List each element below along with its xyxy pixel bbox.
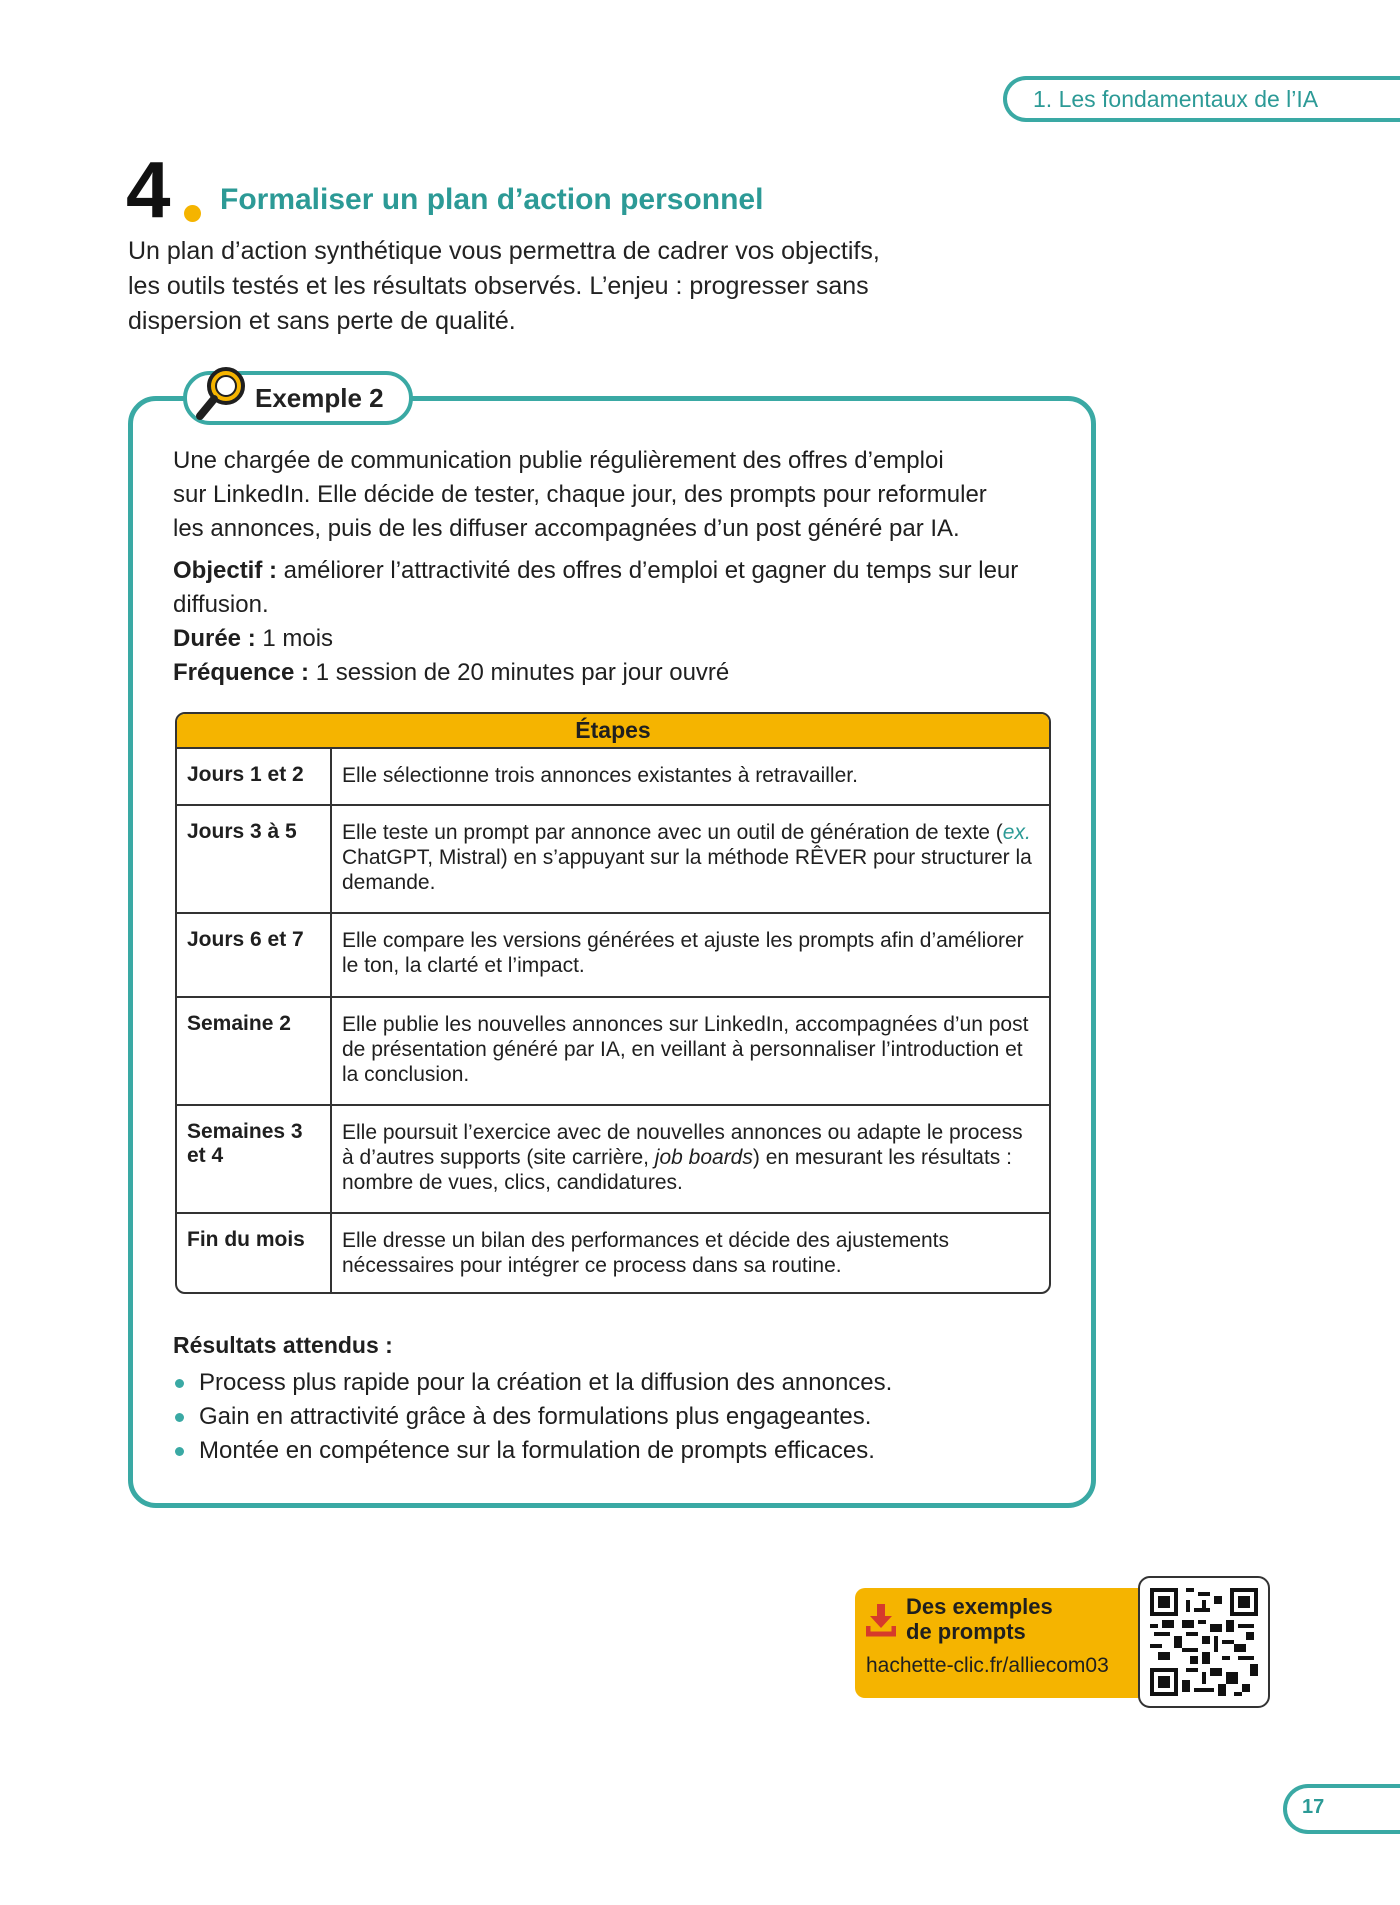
table-row xyxy=(177,749,1049,806)
objectif-label: Objectif : xyxy=(173,557,278,584)
section-intro xyxy=(128,234,1008,339)
duree-field xyxy=(173,622,1063,656)
row-text: Elle dresse un bilan des performances et décide des ajustements nécessaires pour intégrer ce process dans sa routine. xyxy=(342,1229,950,1277)
row-period: Jours 6 et 7 xyxy=(177,914,332,996)
row-text-part: Elle poursuit l’exercice avec de nouvelles annonces ou adapte le process à d’autres supports (site carrière, xyxy=(342,1121,1023,1169)
example-description xyxy=(173,444,1063,546)
list-item: Process plus rapide pour la création et la diffusion des annonces. xyxy=(173,1366,1053,1400)
description-line: sur LinkedIn. Elle décide de tester, chaque jour, des prompts pour reformuler xyxy=(173,481,987,508)
row-period: Semaine 2 xyxy=(177,998,332,1104)
download-icon xyxy=(866,1604,896,1638)
table-row xyxy=(177,1106,1049,1214)
objectif-value: améliorer l’attractivité des offres d’emploi et gagner du temps sur leur diffusion. xyxy=(173,557,1019,618)
section-number-dot xyxy=(184,205,201,222)
row-text: Elle compare les versions générées et ajuste les prompts afin d’améliorer le ton, la clarté et l’impact. xyxy=(342,929,1024,977)
description-line: les annonces, puis de les diffuser accompagnées d’un post généré par IA. xyxy=(173,515,960,542)
example-label: Exemple 2 xyxy=(255,383,384,413)
results-list xyxy=(173,1366,1053,1468)
row-period: Fin du mois xyxy=(177,1214,332,1294)
table-row xyxy=(177,1214,1049,1294)
row-text: Elle publie les nouvelles annonces sur LinkedIn, accompagnées d’un post de présentation généré par IA, en veillant à personnaliser l’introduction et la conclusion. xyxy=(342,1013,1029,1086)
row-text-italic: job boards xyxy=(654,1146,753,1169)
table-row xyxy=(177,998,1049,1106)
section-number: 4 xyxy=(126,145,168,234)
row-period: Jours 3 à 5 xyxy=(177,806,332,912)
duree-label: Durée : xyxy=(173,625,256,652)
row-text xyxy=(332,1106,1049,1212)
row-period: Semaines 3 et 4 xyxy=(177,1106,332,1212)
table-row xyxy=(177,914,1049,998)
intro-line: Un plan d’action synthétique vous permettra de cadrer vos objectifs, xyxy=(128,237,880,265)
row-text: Elle sélectionne trois annonces existantes à retravailler. xyxy=(342,764,858,787)
duree-value: 1 mois xyxy=(255,625,334,652)
page-number: 17 xyxy=(1302,1796,1325,1818)
row-text-example-marker: ex. xyxy=(1002,821,1031,844)
banner-url-link[interactable]: hachette-clic.fr/alliecom03 xyxy=(866,1654,1109,1677)
row-text xyxy=(332,806,1049,912)
qr-code-icon[interactable] xyxy=(1150,1588,1258,1696)
chapter-title: 1. Les fondamentaux de l’IA xyxy=(1033,86,1319,112)
magnifier-icon xyxy=(194,364,250,424)
description-line: Une chargée de communication publie régulièrement des offres d’emploi xyxy=(173,447,944,474)
row-text-part: ) en mesurant les résultats : nombre de vues, clics, candidatures. xyxy=(342,1146,1012,1194)
row-period: Jours 1 et 2 xyxy=(177,749,332,804)
intro-line: dispersion et sans perte de qualité. xyxy=(128,307,516,335)
banner-title xyxy=(906,1594,1136,1644)
frequence-value: 1 session de 20 minutes par jour ouvré xyxy=(309,659,730,686)
row-text-part: Elle teste un prompt par annonce avec un outil de génération de texte ( xyxy=(342,821,1003,844)
list-item: Montée en compétence sur la formulation de prompts efficaces. xyxy=(173,1434,1053,1468)
results-title: Résultats attendus : xyxy=(173,1332,393,1358)
row-text-part: ChatGPT, Mistral) en s’appuyant sur la méthode RÊVER pour structurer la demande. xyxy=(342,846,1032,894)
section-title: Formaliser un plan d’action personnel xyxy=(220,183,764,216)
chapter-tab xyxy=(1003,76,1400,122)
list-item: Gain en attractivité grâce à des formulations plus engageantes. xyxy=(173,1400,1053,1434)
steps-table xyxy=(175,712,1051,1294)
frequence-label: Fréquence : xyxy=(173,659,310,686)
frequence-field xyxy=(173,656,1063,690)
banner-title-line: de prompts xyxy=(906,1619,1026,1644)
table-row xyxy=(177,806,1049,914)
intro-line: les outils testés et les résultats observés. L’enjeu : progresser sans xyxy=(128,272,869,300)
banner-title-line: Des exemples xyxy=(906,1594,1053,1619)
page-number-tab xyxy=(1283,1784,1400,1834)
steps-table-header: Étapes xyxy=(177,714,1049,749)
objectif-field xyxy=(173,554,1063,622)
